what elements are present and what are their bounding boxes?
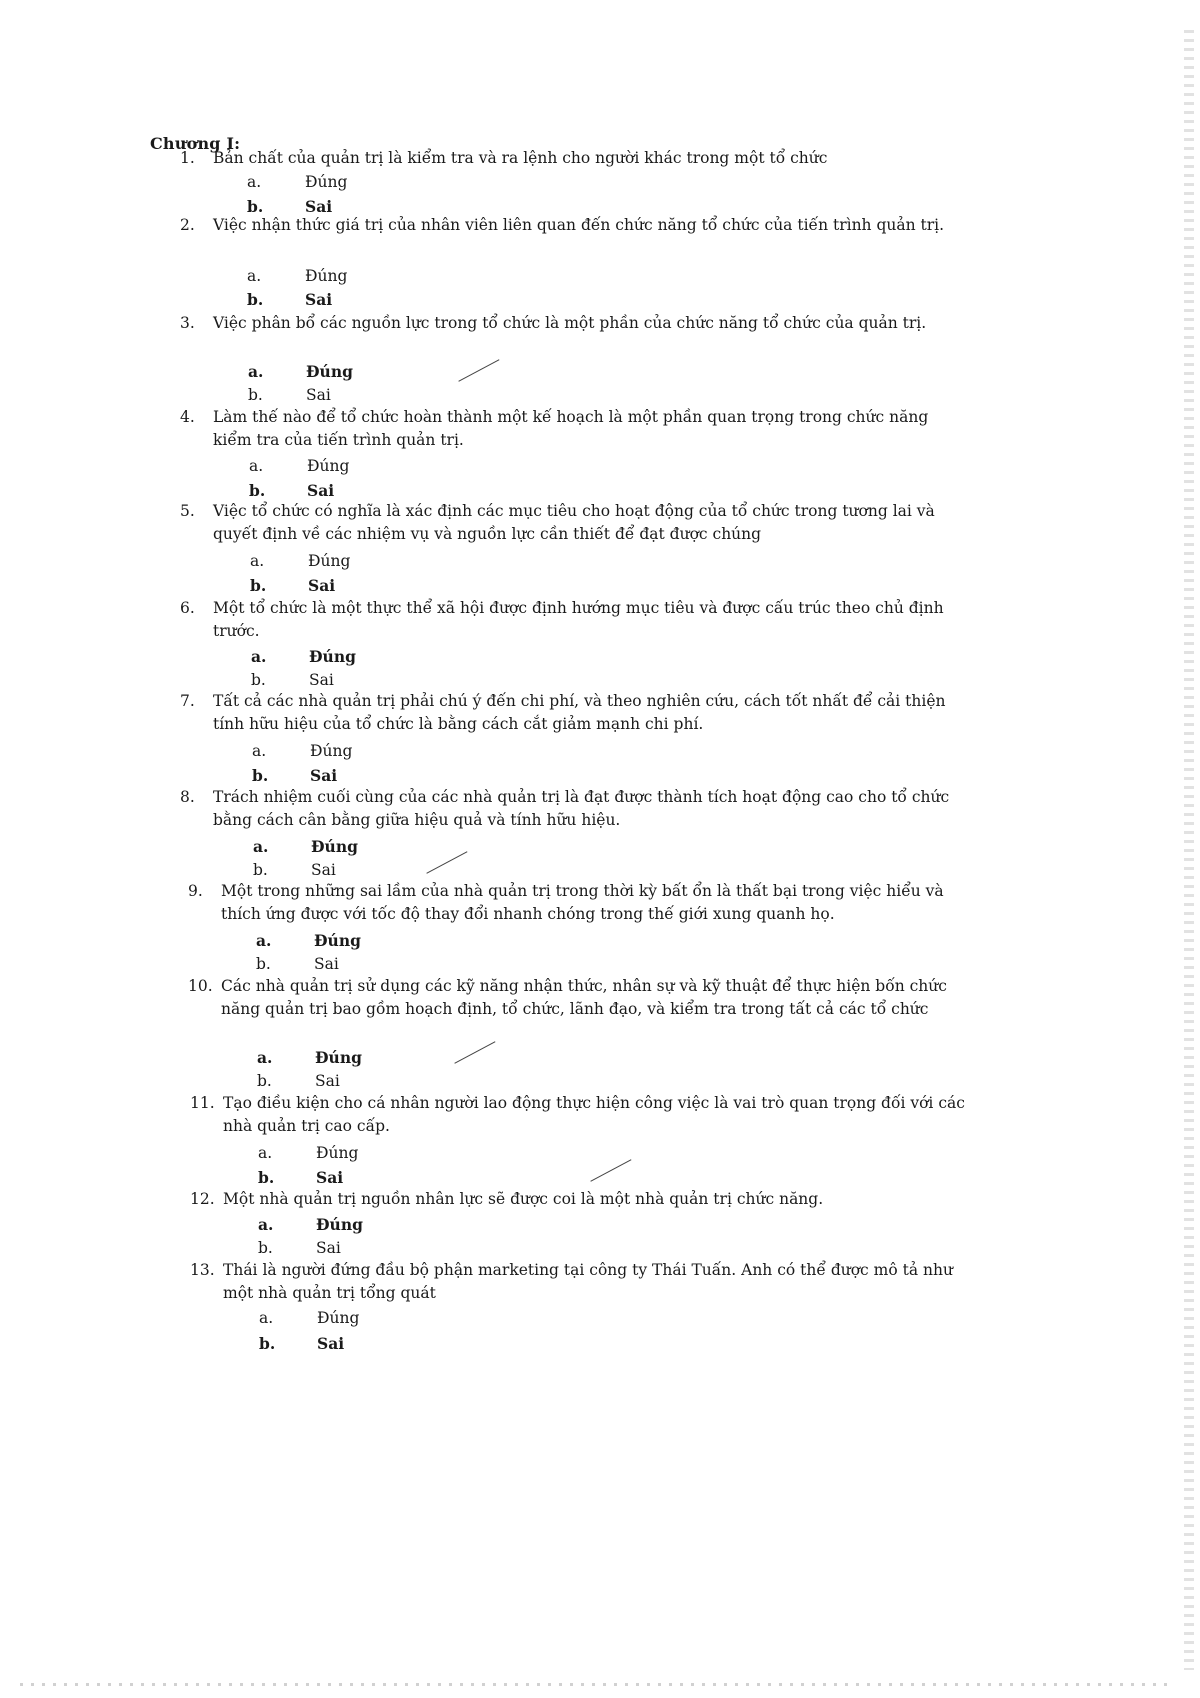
check-mark <box>458 359 499 382</box>
option-a-selected: a. Đúng <box>257 1048 362 1067</box>
option-b-selected: b. Sai <box>252 766 338 785</box>
scan-bottom-noise <box>20 1683 1170 1686</box>
option-a: a. Đúng <box>250 552 351 570</box>
option-a: a. Đúng <box>258 1144 359 1162</box>
option-b: b. Sai <box>256 955 339 973</box>
question-1 <box>180 147 970 170</box>
check-mark <box>590 1159 631 1182</box>
option-b: b. Sai <box>257 1072 340 1090</box>
option-b: b. Sai <box>258 1239 341 1257</box>
option-a-selected: a. Đúng <box>251 647 356 666</box>
question-13: 13. Thái là người đứng đầu bộ phận marketing tại công ty Thái Tuấn. Anh có thể được mô tả như một nhà quản trị tổng quát <box>190 1261 953 1302</box>
option-b: b. Sai <box>253 861 336 879</box>
option-a: a. Đúng <box>252 742 353 760</box>
check-mark <box>426 851 467 874</box>
option-a: a. Đúng <box>249 457 350 475</box>
scan-edge-noise <box>1184 30 1194 1670</box>
option-a: a. Đúng <box>259 1309 360 1327</box>
option-a: a. Đúng <box>247 267 348 285</box>
question-4: 4. Làm thế nào để tổ chức hoàn thành một kế hoạch là một phần quan trọng trong chức năng kiểm tra của tiến trình quản trị. <box>180 408 929 449</box>
option-a-selected: a. Đúng <box>253 837 358 856</box>
option-a-selected: a. Đúng <box>258 1215 363 1234</box>
question-6: 6. Một tổ chức là một thực thể xã hội được định hướng mục tiêu và được cấu trúc theo chủ định trước. <box>180 599 944 640</box>
option-a-selected: a. Đúng <box>256 931 361 950</box>
question-11: 11. Tạo điều kiện cho cá nhân người lao động thực hiện công việc là vai trò quan trọng đối với các nhà quản trị cao cấp. <box>190 1094 965 1135</box>
option-b-selected: b. Sai <box>258 1168 344 1187</box>
question-text: Bản chất của quản trị là kiểm tra và ra lệnh cho người khác trong một tổ chức <box>213 149 828 167</box>
question-3: 3. Việc phân bổ các nguồn lực trong tổ chức là một phần của chức năng tổ chức của quản trị. <box>180 314 927 332</box>
option-b-selected: b. Sai <box>249 481 335 500</box>
question-5: 5. Việc tổ chức có nghĩa là xác định các mục tiêu cho hoạt động của tổ chức trong tương lai và quyết định về các nhiệm vụ và nguồn lực cần thiết để đạt được chúng <box>180 502 935 543</box>
option-a: a. Đúng <box>247 173 348 191</box>
option-a-selected: a. Đúng <box>248 362 353 381</box>
question-10: 10. Các nhà quản trị sử dụng các kỹ năng nhận thức, nhân sự và kỹ thuật để thực hiện bốn chức năng quản trị bao gồm hoạch định, tổ chức, lãnh đạo, và kiểm tra trong tất cả các tổ chức <box>188 977 947 1018</box>
option-b-selected: b. Sai <box>247 290 333 309</box>
question-12: 12. Một nhà quản trị nguồn nhân lực sẽ được coi là một nhà quản trị chức năng. <box>190 1190 824 1208</box>
question-7: 7. Tất cả các nhà quản trị phải chú ý đến chi phí, và theo nghiên cứu, cách tốt nhất để cải thiện tính hữu hiệu của tổ chức là bằng cách cắt giảm mạnh chi phí. <box>180 692 946 733</box>
question-8: 8. Trách nhiệm cuối cùng của các nhà quản trị là đạt được thành tích hoạt động cao cho tổ chức bằng cách cân bằng giữa hiệu quả và tính hữu hiệu. <box>180 788 950 829</box>
question-9: 9. Một trong những sai lầm của nhà quản trị trong thời kỳ bất ổn là thất bại trong việc hiểu và thích ứng được với tốc độ thay đổi nhanh chóng trong thế giới xung quanh họ. <box>188 882 944 923</box>
option-b-selected: b. Sai <box>247 197 333 216</box>
chapter-heading: Chương I: <box>150 134 241 153</box>
question-number: 1. <box>180 149 195 167</box>
question-2: 2. Việc nhận thức giá trị của nhân viên liên quan đến chức năng tổ chức của tiến trình quản trị. <box>180 216 945 234</box>
option-b: b. Sai <box>248 386 331 404</box>
option-b-selected: b. Sai <box>250 576 336 595</box>
option-b-selected: b. Sai <box>259 1334 345 1353</box>
check-mark <box>454 1041 495 1064</box>
option-b: b. Sai <box>251 671 334 689</box>
